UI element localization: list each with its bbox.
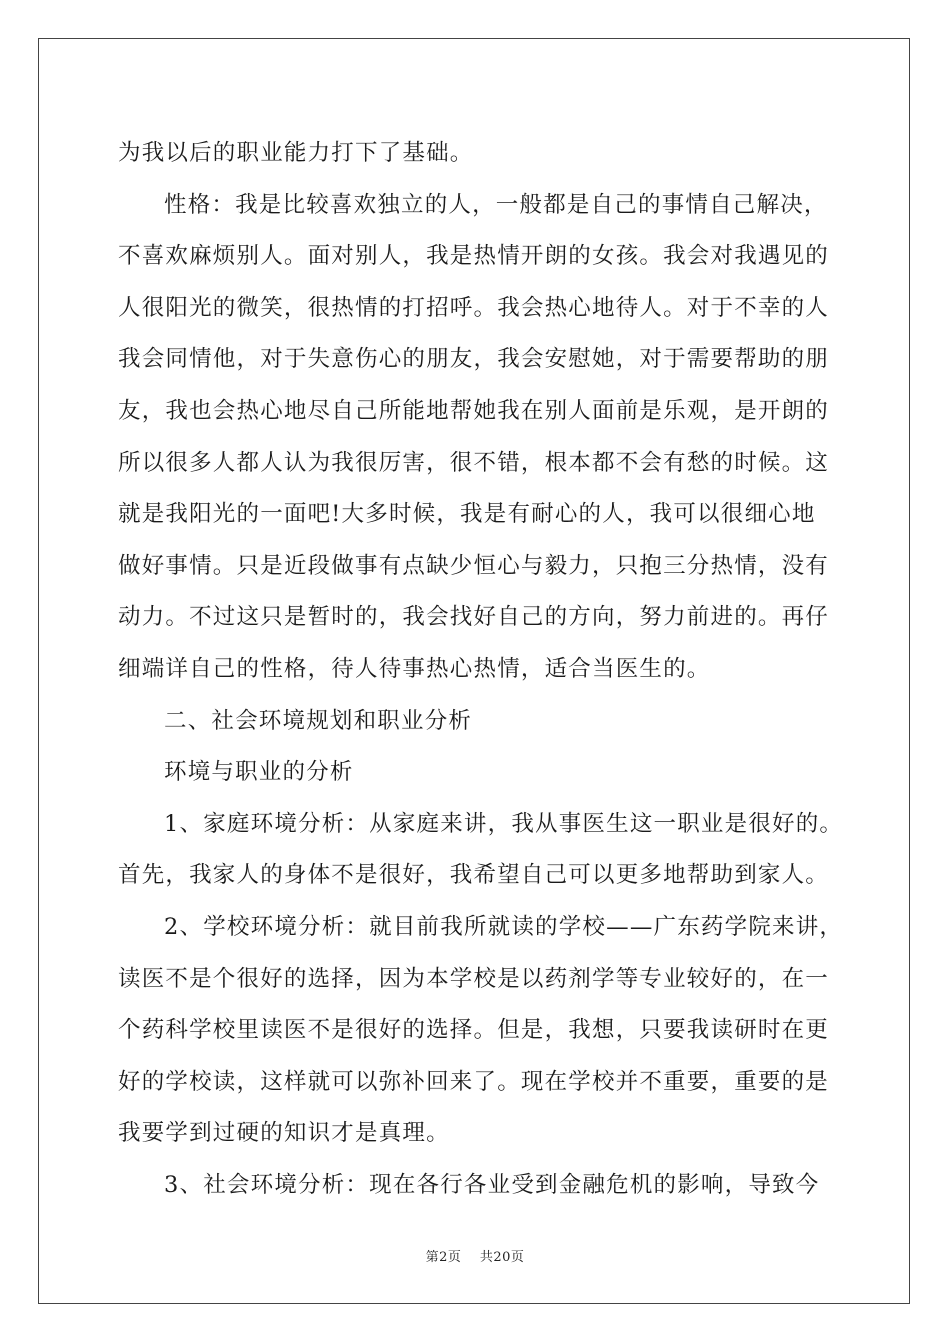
- text-line: 好的学校读，这样就可以弥补回来了。现在学校并不重要，重要的是: [118, 1068, 830, 1095]
- text-line: 读医不是个很好的选择，因为本学校是以药剂学等专业较好的，在一: [118, 965, 830, 992]
- text-line: 动力。不过这只是暂时的，我会找好自己的方向，努力前进的。再仔: [118, 604, 830, 631]
- total-pages: 共20页: [479, 1250, 525, 1265]
- text-line: 细端详自己的性格，待人待事热心热情，适合当医生的。: [118, 655, 711, 682]
- text-line: 所以很多人都人认为我很厉害，很不错，根本都不会有愁的时候。这: [118, 449, 830, 476]
- text-line: 不喜欢麻烦别人。面对别人，我是热情开朗的女孩。我会对我遇见的: [118, 243, 830, 270]
- text-line: 性格：我是比较喜欢独立的人，一般都是自己的事情自己解决，: [164, 191, 828, 218]
- text-line: 为我以后的职业能力打下了基础。: [118, 140, 474, 166]
- subsection-heading: 环境与职业的分析: [164, 759, 354, 786]
- document-body: [118, 128, 844, 1211]
- text-line: 个药科学校里读医不是很好的选择。但是，我想，只要我读研时在更: [118, 1017, 830, 1044]
- section-heading: 二、社会环境规划和职业分析: [164, 707, 473, 734]
- text-line: 1、家庭环境分析：从家庭来讲，我从事医生这一职业是很好的。: [164, 810, 844, 837]
- text-line: 首先，我家人的身体不是很好，我希望自己可以更多地帮助到家人。: [118, 862, 830, 889]
- text-line: 友，我也会热心地尽自己所能地帮她我在别人面前是乐观，是开朗的: [118, 397, 830, 424]
- text-line: 2、学校环境分析：就目前我所就读的学校——广东药学院来讲，: [164, 913, 844, 940]
- text-line: 就是我阳光的一面吧!大多时候，我是有耐心的人，我可以很细心地: [118, 501, 816, 528]
- text-line: 人很阳光的微笑，很热情的打招呼。我会热心地待人。对于不幸的人: [118, 294, 830, 321]
- text-line: 做好事情。只是近段做事有点缺少恒心与毅力，只抱三分热情，没有: [118, 552, 830, 579]
- page-footer: [0, 1246, 950, 1265]
- text-line: 3、社会环境分析：现在各行各业受到金融危机的影响，导致今: [164, 1171, 820, 1198]
- page-number: 第2页: [425, 1250, 462, 1265]
- text-line: 我会同情他，对于失意伤心的朋友，我会安慰她，对于需要帮助的朋: [118, 346, 830, 373]
- text-line: 我要学到过硬的知识才是真理。: [118, 1120, 450, 1147]
